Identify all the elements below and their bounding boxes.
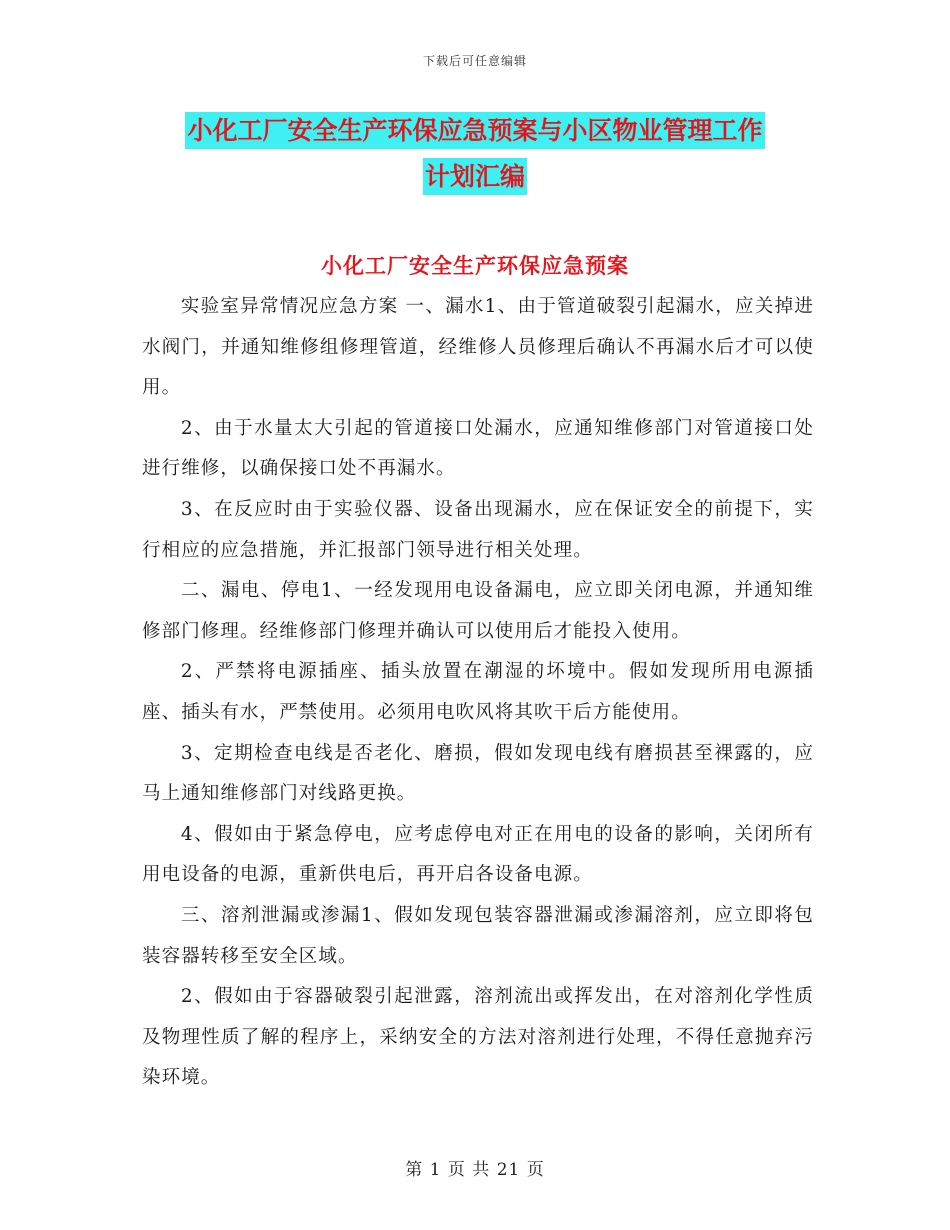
document-title	[140, 108, 810, 200]
paragraph-8: 三、溶剂泄漏或渗漏1、假如发现包装容器泄漏或渗漏溶剂，应立即将包装容器转移至安全区域。	[142, 904, 814, 967]
paragraph-2: 2、由于水量太大引起的管道接口处漏水，应通知维修部门对管道接口处进行维修，以确保接口处不再漏水。	[142, 417, 814, 480]
page-footer: 第 1 页 共 21 页	[405, 1160, 545, 1180]
paragraph-1: 实验室异常情况应急方案 一、漏水1、由于管道破裂引起漏水，应关掉进水阀门，并通知维修组修理管道，经维修人员修理后确认不再漏水后才可以使用。	[142, 296, 814, 399]
body-text	[142, 287, 814, 1099]
section-title: 小化工厂安全生产环保应急预案	[321, 254, 629, 278]
title-line-2: 计划汇编	[423, 158, 527, 195]
paragraph-3: 3、在反应时由于实验仪器、设备出现漏水，应在保证安全的前提下，实行相应的应急措施，并汇报部门领导进行相关处理。	[142, 498, 814, 561]
paragraph-7: 4、假如由于紧急停电，应考虑停电对正在用电的设备的影响，关闭所有用电设备的电源，重新供电后，再开启各设备电源。	[142, 823, 814, 886]
paragraph-4: 二、漏电、停电1、一经发现用电设备漏电，应立即关闭电源，并通知维修部门修理。经维修部门修理并确认可以使用后才能投入使用。	[142, 580, 814, 642]
paragraph-6: 3、定期检查电线是否老化、磨损，假如发现电线有磨损甚至裸露的，应马上通知维修部门对线路更换。	[142, 742, 814, 805]
title-line-1: 小化工厂安全生产环保应急预案与小区物业管理工作	[185, 112, 764, 149]
paragraph-9: 2、假如由于容器破裂引起泄露，溶剂流出或挥发出，在对溶剂化学性质及物理性质了解的程序上，采纳安全的方法对溶剂进行处理，不得任意抛弃污染环境。	[142, 986, 814, 1089]
header-note: 下载后可任意编辑	[422, 54, 527, 68]
paragraph-5: 2、严禁将电源插座、插头放置在潮湿的坏境中。假如发现所用电源插座、插头有水，严禁使用。必须用电吹风将其吹干后方能使用。	[142, 661, 814, 723]
